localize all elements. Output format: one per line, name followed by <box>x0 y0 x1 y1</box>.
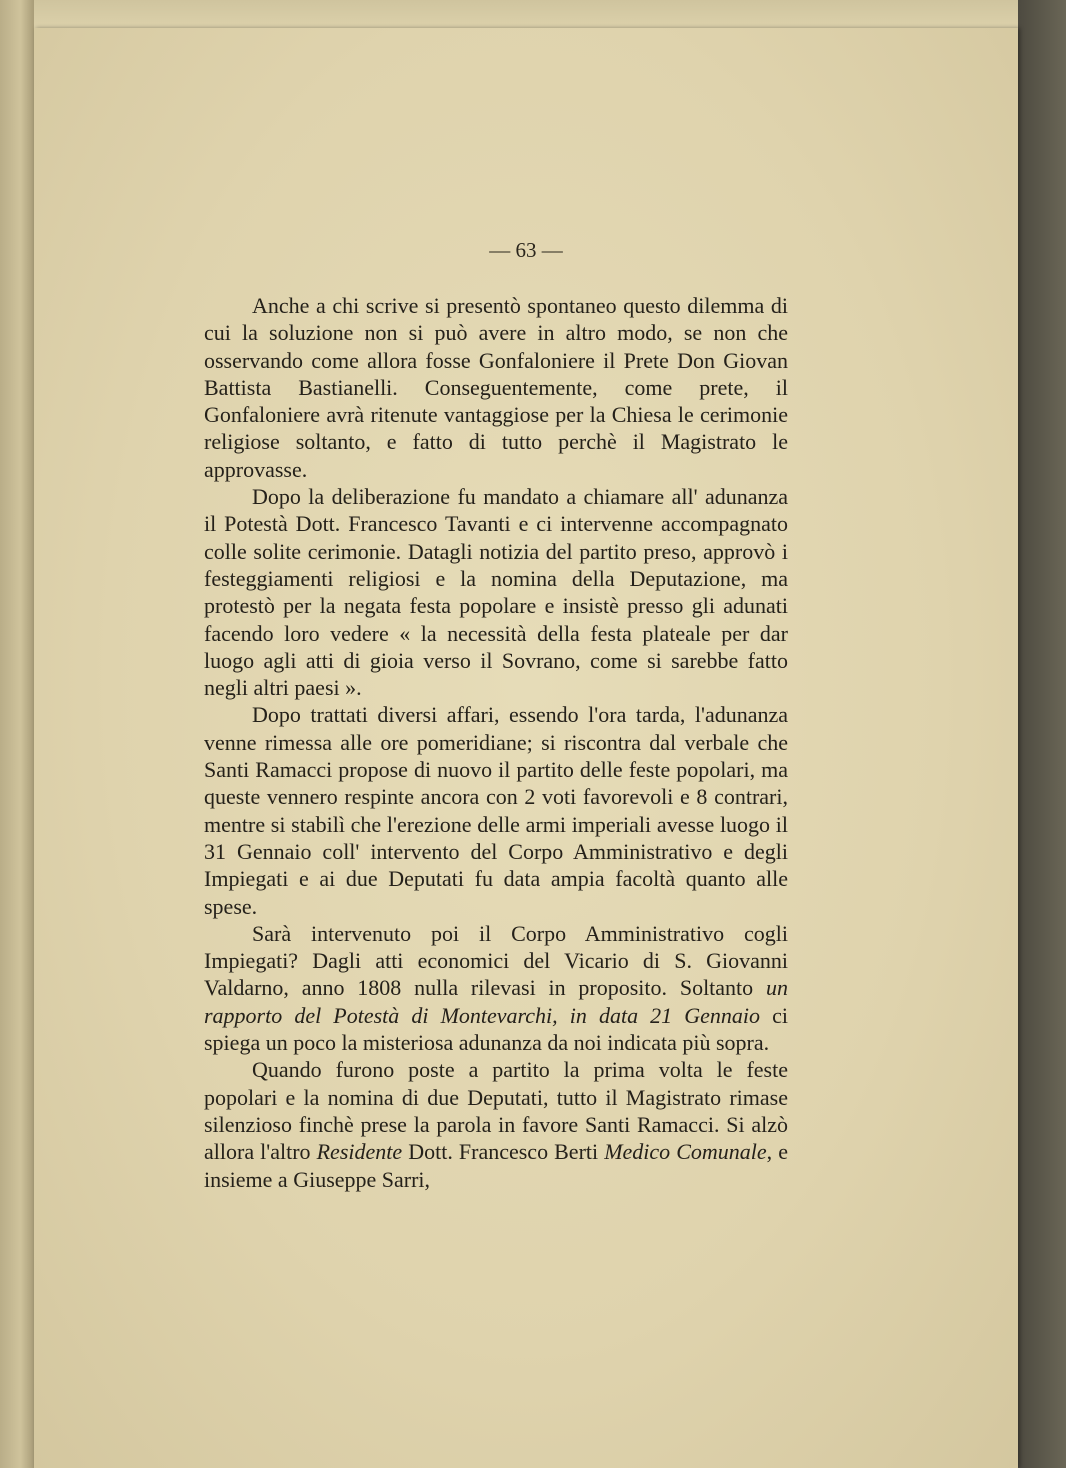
paragraph-3 <box>204 701 788 919</box>
page-top-edge <box>34 0 1018 28</box>
book-page <box>34 28 1018 1468</box>
paragraph-2 <box>204 483 788 701</box>
italic-text-segment: Residente <box>316 1139 403 1165</box>
book-right-edge <box>1018 0 1066 1468</box>
text-segment: ci spiega un poco la misteriosa adunanza da noi indicata più sopra. <box>204 1002 788 1056</box>
paragraph-4 <box>204 920 788 1056</box>
italic-text-segment: un rapporto del Potestà di Montevarchi, in data 21 Gennaio <box>204 975 788 1028</box>
page-number: — 63 — <box>489 238 563 262</box>
paragraph-5 <box>204 1056 788 1192</box>
body-text <box>204 292 788 1193</box>
paragraph-1 <box>204 292 788 483</box>
previous-page-edge <box>0 0 34 1468</box>
text-segment: Quando furono poste a partito la prima volta le feste popolari e la nomina di due Deputati, tutto il Magistrato rimase silenzioso finchè prese la parola in favore Santi Ramacci. Si alzò allora l'altro <box>204 1057 788 1165</box>
text-segment: Dopo la deliberazione fu mandato a chiamare all' adunanza il Potestà Dott. Francesco Tavanti e ci intervenne accompagnato colle solite cerimonie. Datagli notizia del partito preso, approvò i festeggiamenti religiosi e la nomina della Deputazione, ma protestò per la negata festa popolare e insistè presso gli adunati facendo loro vedere « la necessità della festa plateale per dar luogo agli atti di gioia verso il Sovrano, come si sarebbe fatto negli altri paesi ». <box>204 484 788 701</box>
text-segment: Anche a chi scrive si presentò spontaneo questo dilemma di cui la soluzione non si può avere in altro modo, se non che osservando come allora fosse Gonfaloniere il Prete Don Giovan Battista Bastianelli. Conseguentemente, come prete, il Gonfaloniere avrà ritenute vantaggiose per la Chiesa le cerimonie religiose soltanto, e fatto di tutto perchè il Magistrato le approvasse. <box>204 293 788 482</box>
text-segment: Dott. Francesco Berti <box>402 1139 605 1165</box>
italic-text-segment: Medico Comunale <box>604 1139 767 1165</box>
text-segment: , e insieme a Giuseppe Sarri, <box>204 1139 789 1192</box>
text-segment: Dopo trattati diversi affari, essendo l'ora tarda, l'adunanza venne rimessa alle ore pomeridiane; si riscontra dal verbale che Santi Ramacci propose di nuovo il partito delle feste popolari, ma queste vennero respinte ancora con 2 voti favorevoli e 8 contrari, mentre si stabilì che l'erezione delle armi imperiali avesse luogo il 31 Gennaio coll' intervento del Corpo Amministrativo e degli Impiegati e ai due Deputati fu data ampia facoltà quanto alle spese. <box>204 702 788 919</box>
text-segment: Sarà intervenuto poi il Corpo Amministrativo cogli Impiegati? Dagli atti economici del Vicario di S. Giovanni Valdarno, anno 1808 nulla rilevasi in proposito. Soltanto <box>204 920 788 1001</box>
